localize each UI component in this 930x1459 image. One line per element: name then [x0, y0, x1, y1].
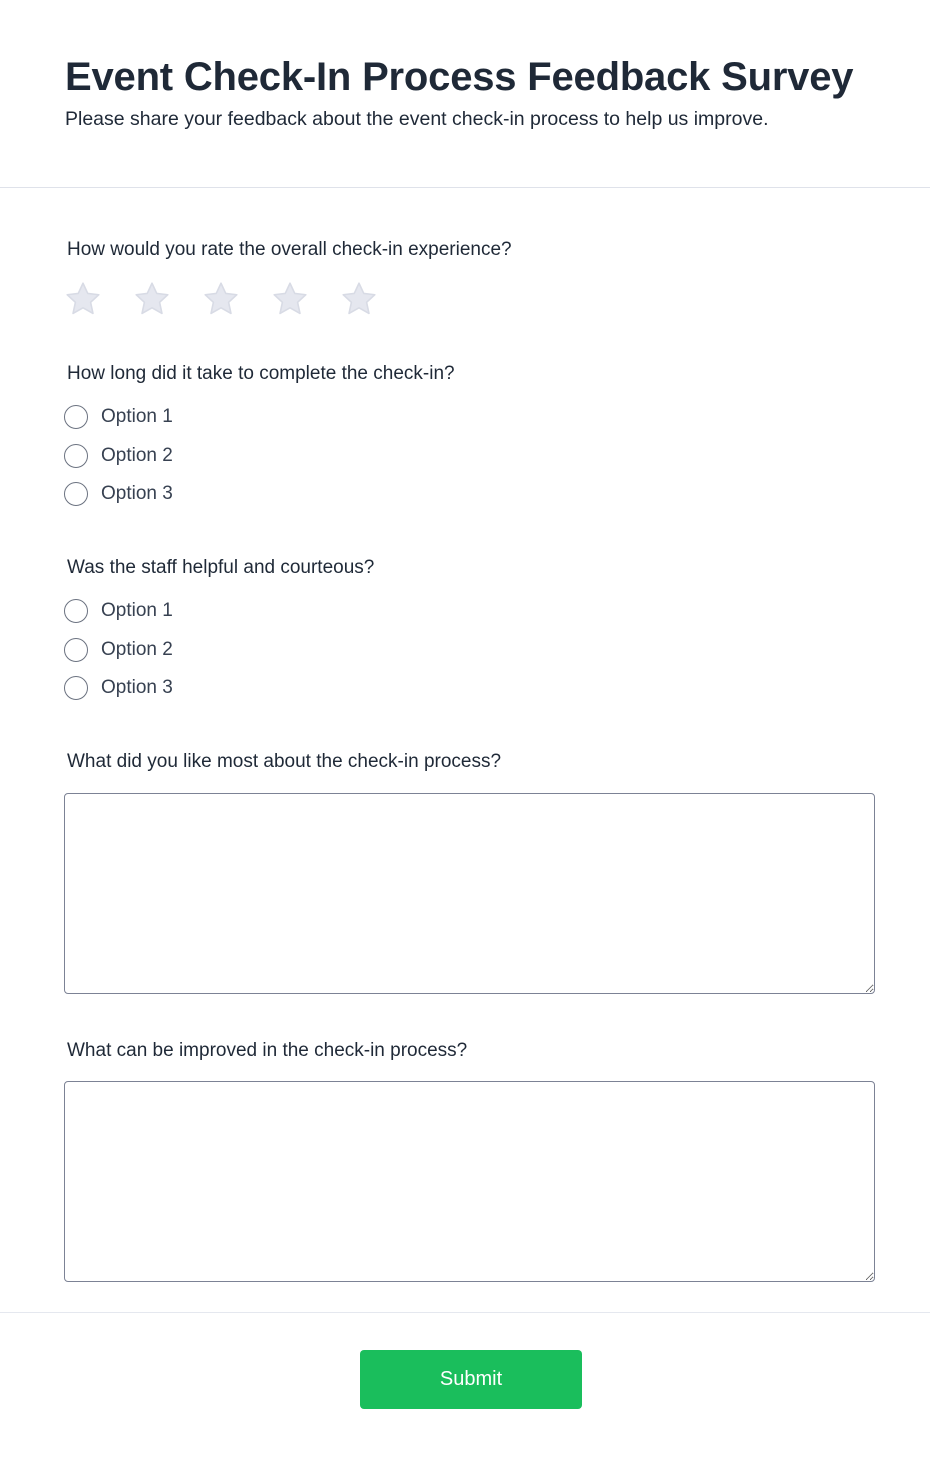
question-label: How would you rate the overall check-in experience? [67, 239, 512, 260]
submit-button[interactable]: Submit [360, 1350, 582, 1409]
star-icon[interactable] [202, 280, 240, 318]
radio-button[interactable] [64, 482, 88, 506]
option-label: Option 3 [101, 483, 173, 504]
radio-option[interactable] [64, 599, 173, 623]
radio-button[interactable] [64, 444, 88, 468]
improvements-textarea[interactable] [64, 1081, 875, 1282]
radio-option[interactable] [64, 482, 173, 506]
survey-header [0, 0, 930, 188]
page-title: Event Check-In Process Feedback Survey [65, 55, 854, 99]
question-label: How long did it take to complete the check-in? [67, 363, 455, 384]
liked-most-textarea[interactable] [64, 793, 875, 994]
question-label: What did you like most about the check-in process? [67, 751, 502, 772]
radio-button[interactable] [64, 405, 88, 429]
radio-button[interactable] [64, 676, 88, 700]
radio-button[interactable] [64, 638, 88, 662]
option-label: Option 3 [101, 677, 173, 698]
footer-divider [0, 1312, 930, 1313]
radio-button[interactable] [64, 599, 88, 623]
radio-option[interactable] [64, 444, 173, 468]
option-label: Option 1 [101, 600, 173, 621]
star-rating[interactable] [64, 280, 378, 318]
star-icon[interactable] [133, 280, 171, 318]
star-icon[interactable] [340, 280, 378, 318]
page-subtitle: Please share your feedback about the event check-in process to help us improve. [65, 108, 769, 130]
option-label: Option 1 [101, 406, 173, 427]
radio-option[interactable] [64, 676, 173, 700]
star-icon[interactable] [271, 280, 309, 318]
radio-option[interactable] [64, 638, 173, 662]
option-label: Option 2 [101, 445, 173, 466]
question-label: Was the staff helpful and courteous? [67, 557, 375, 578]
option-label: Option 2 [101, 639, 173, 660]
radio-option[interactable] [64, 405, 173, 429]
star-icon[interactable] [64, 280, 102, 318]
question-label: What can be improved in the check-in process? [67, 1040, 468, 1061]
